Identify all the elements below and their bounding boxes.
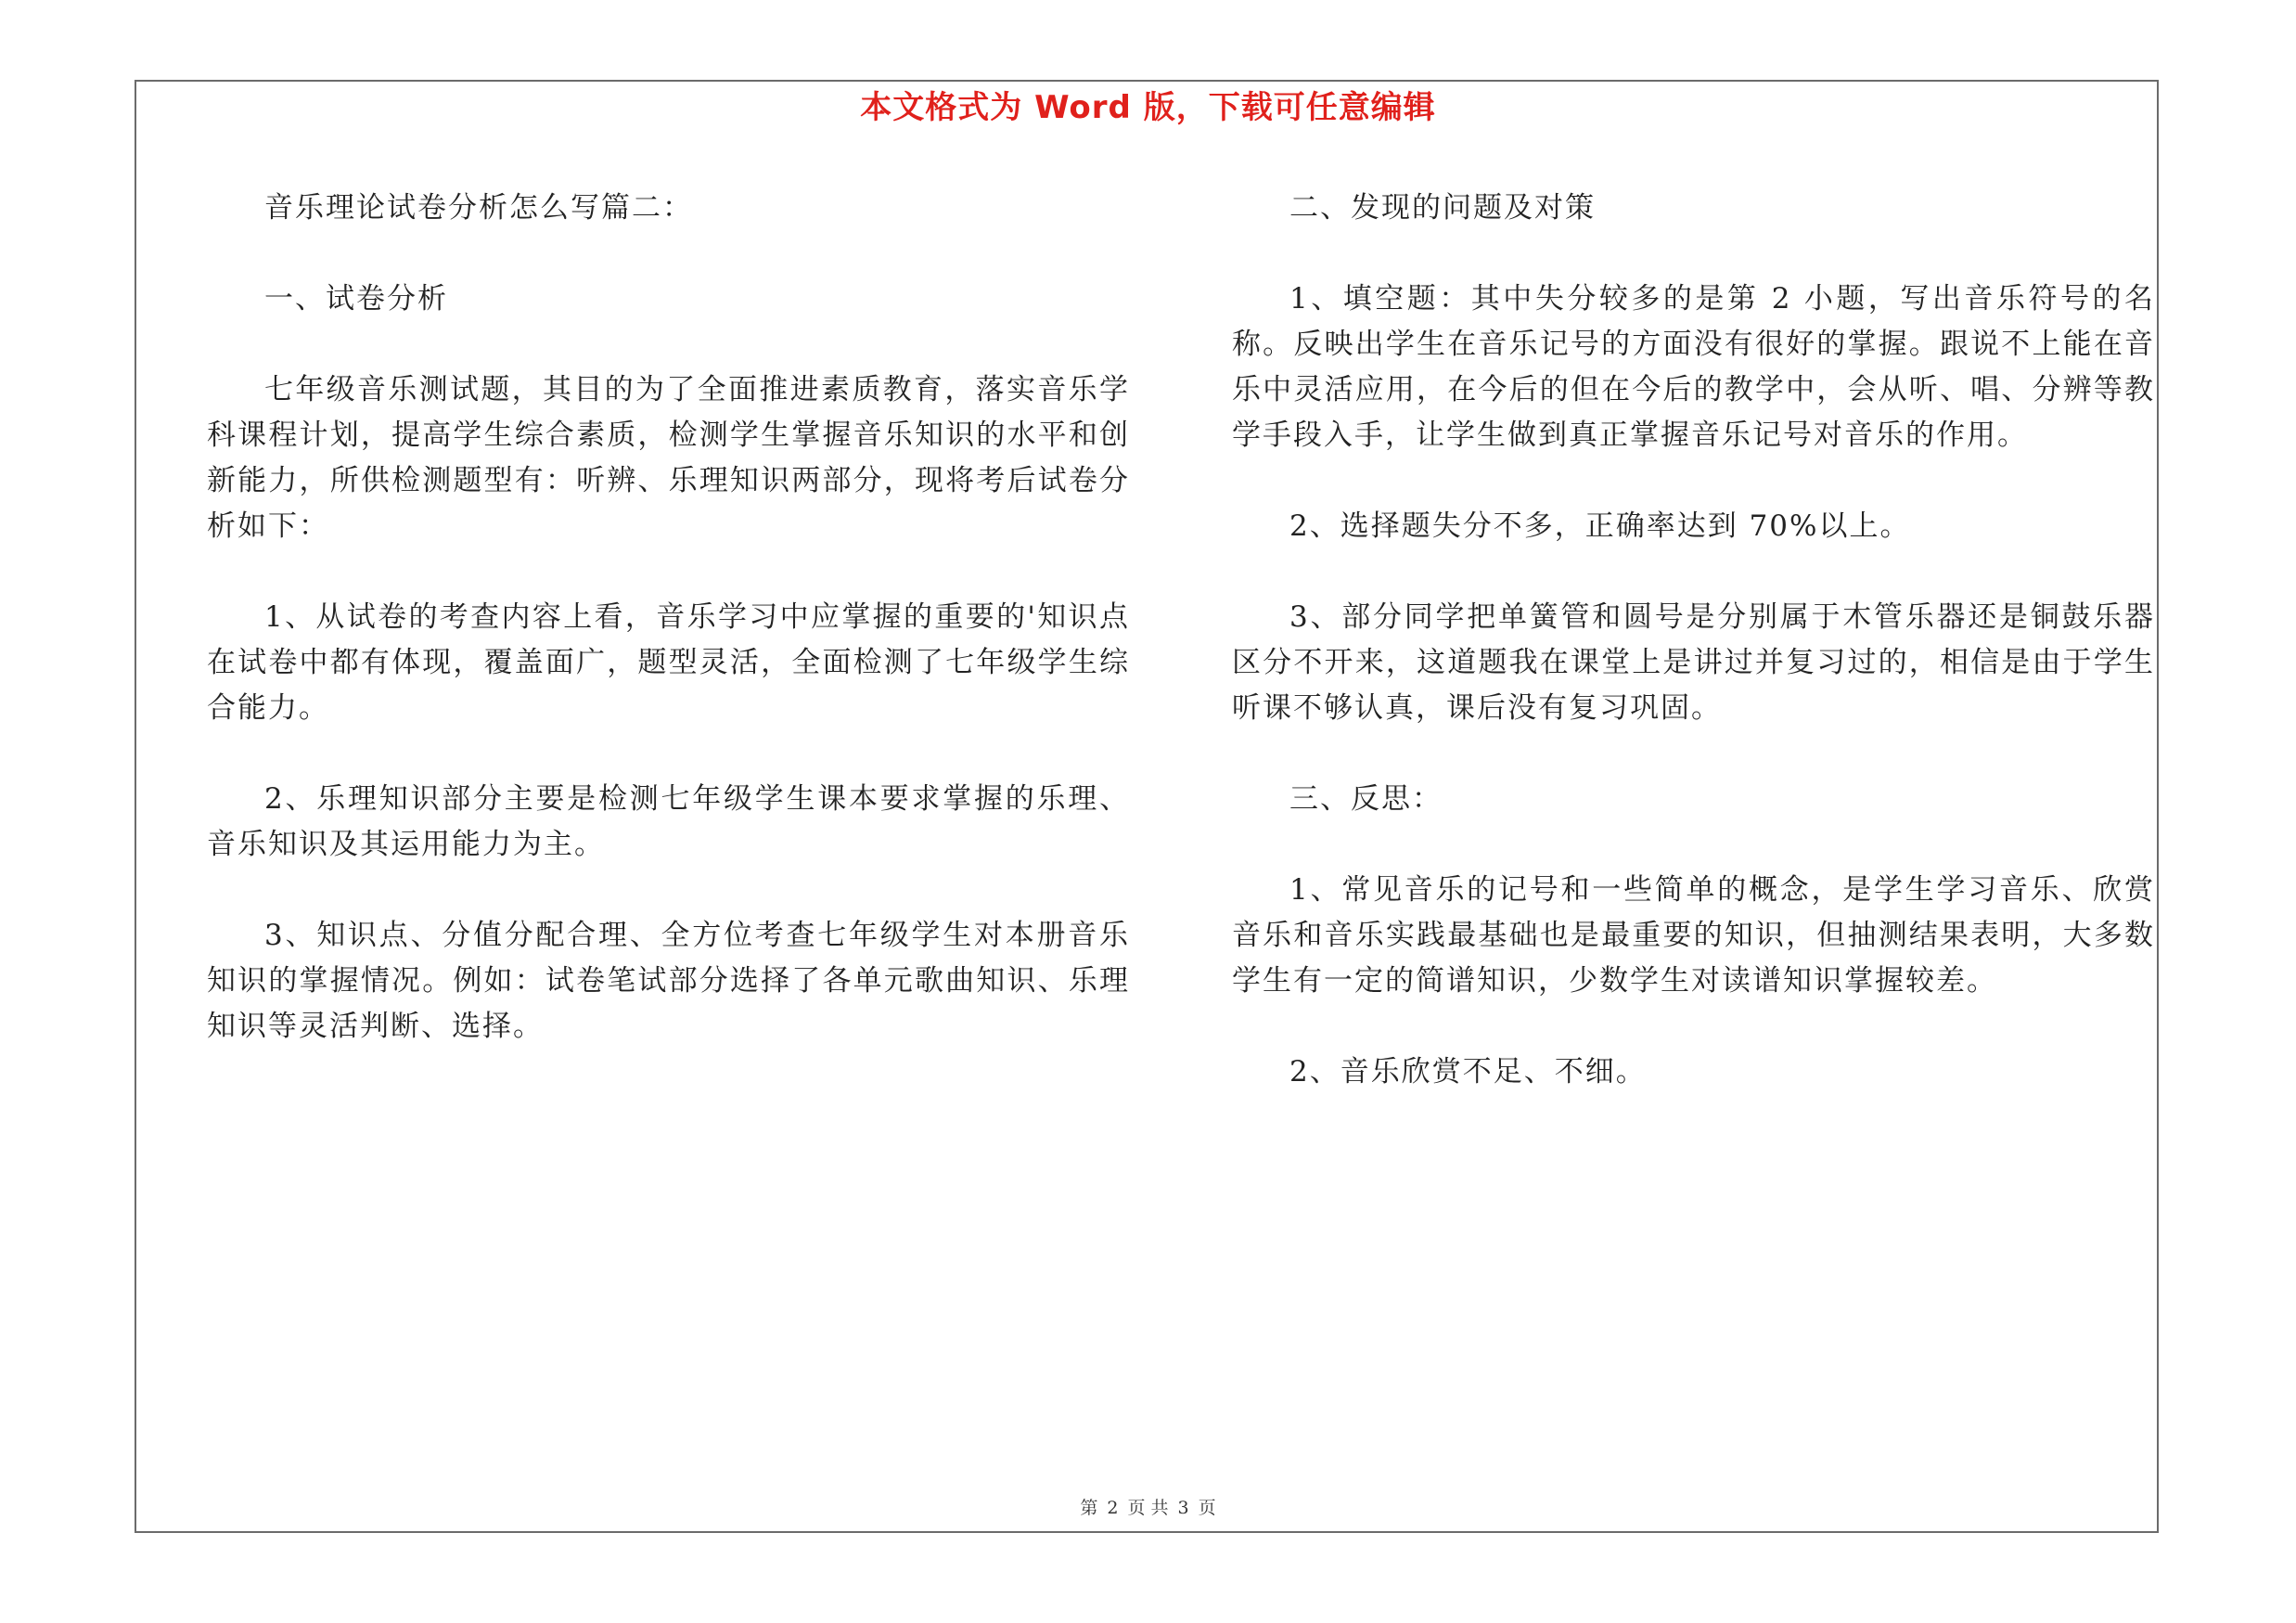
section-heading: 二、发现的问题及对策 <box>1289 191 1596 225</box>
section-title: 音乐理论试卷分析怎么写篇二： <box>264 191 693 225</box>
footer-current-page: 2 <box>1107 1498 1119 1518</box>
footer-middle: 页 共 <box>1127 1498 1169 1518</box>
right-column <box>1232 186 2155 1140</box>
format-banner: 本文格式为 Word 版，下载可任意编辑 <box>860 89 1436 126</box>
body-paragraph: 2、乐理知识部分主要是检测七年级学生课本要求掌握的乐理、音乐知识及其运用能力为主。 <box>207 782 1130 861</box>
body-paragraph: 2、音乐欣赏不足、不细。 <box>1289 1055 1647 1088</box>
body-paragraph: 3、部分同学把单簧管和圆号是分别属于木管乐器还是铜鼓乐器区分不开来，这道题我在课堂上是讲过并复习过的，相信是由于学生听课不够认真，课后没有复习巩固。 <box>1232 600 2155 725</box>
body-paragraph: 3、知识点、分值分配合理、全方位考查七年级学生对本册音乐知识的掌握情况。例如：试卷笔试部分选择了各单元歌曲知识、乐理知识等灵活判断、选择。 <box>207 919 1130 1043</box>
section-heading: 三、反思： <box>1289 782 1443 816</box>
body-paragraph: 1、从试卷的考查内容上看，音乐学习中应掌握的重要的'知识点在试卷中都有体现，覆盖面广，题型灵活，全面检测了七年级学生综合能力。 <box>207 600 1130 725</box>
left-column <box>207 186 1130 1095</box>
body-paragraph: 1、填空题：其中失分较多的是第 2 小题，写出音乐符号的名称。反映出学生在音乐记号的方面没有很好的掌握。跟说不上能在音乐中灵活应用，在今后的但在今后的教学中，会从听、唱、分辨等教学手段入手，让学生做到真正掌握音乐记号对音乐的作用。 <box>1232 282 2155 452</box>
footer-prefix: 第 <box>1080 1498 1098 1518</box>
body-paragraph: 2、选择题失分不多，正确率达到 70%以上。 <box>1289 509 1911 543</box>
footer-total-pages: 3 <box>1177 1498 1189 1518</box>
section-heading: 一、试卷分析 <box>264 282 448 316</box>
body-paragraph: 1、常见音乐的记号和一些简单的概念，是学生学习音乐、欣赏音乐和音乐实践最基础也是最重要的知识，但抽测结果表明，大多数学生有一定的简谱知识，少数学生对读谱知识掌握较差。 <box>1232 873 2155 998</box>
footer-suffix: 页 <box>1198 1498 1216 1518</box>
body-paragraph: 七年级音乐测试题，其目的为了全面推进素质教育，落实音乐学科课程计划，提高学生综合素质，检测学生掌握音乐知识的水平和创新能力，所供检测题型有：听辨、乐理知识两部分，现将考后试卷分析如下： <box>207 373 1130 543</box>
page-footer <box>0 1496 2296 1520</box>
